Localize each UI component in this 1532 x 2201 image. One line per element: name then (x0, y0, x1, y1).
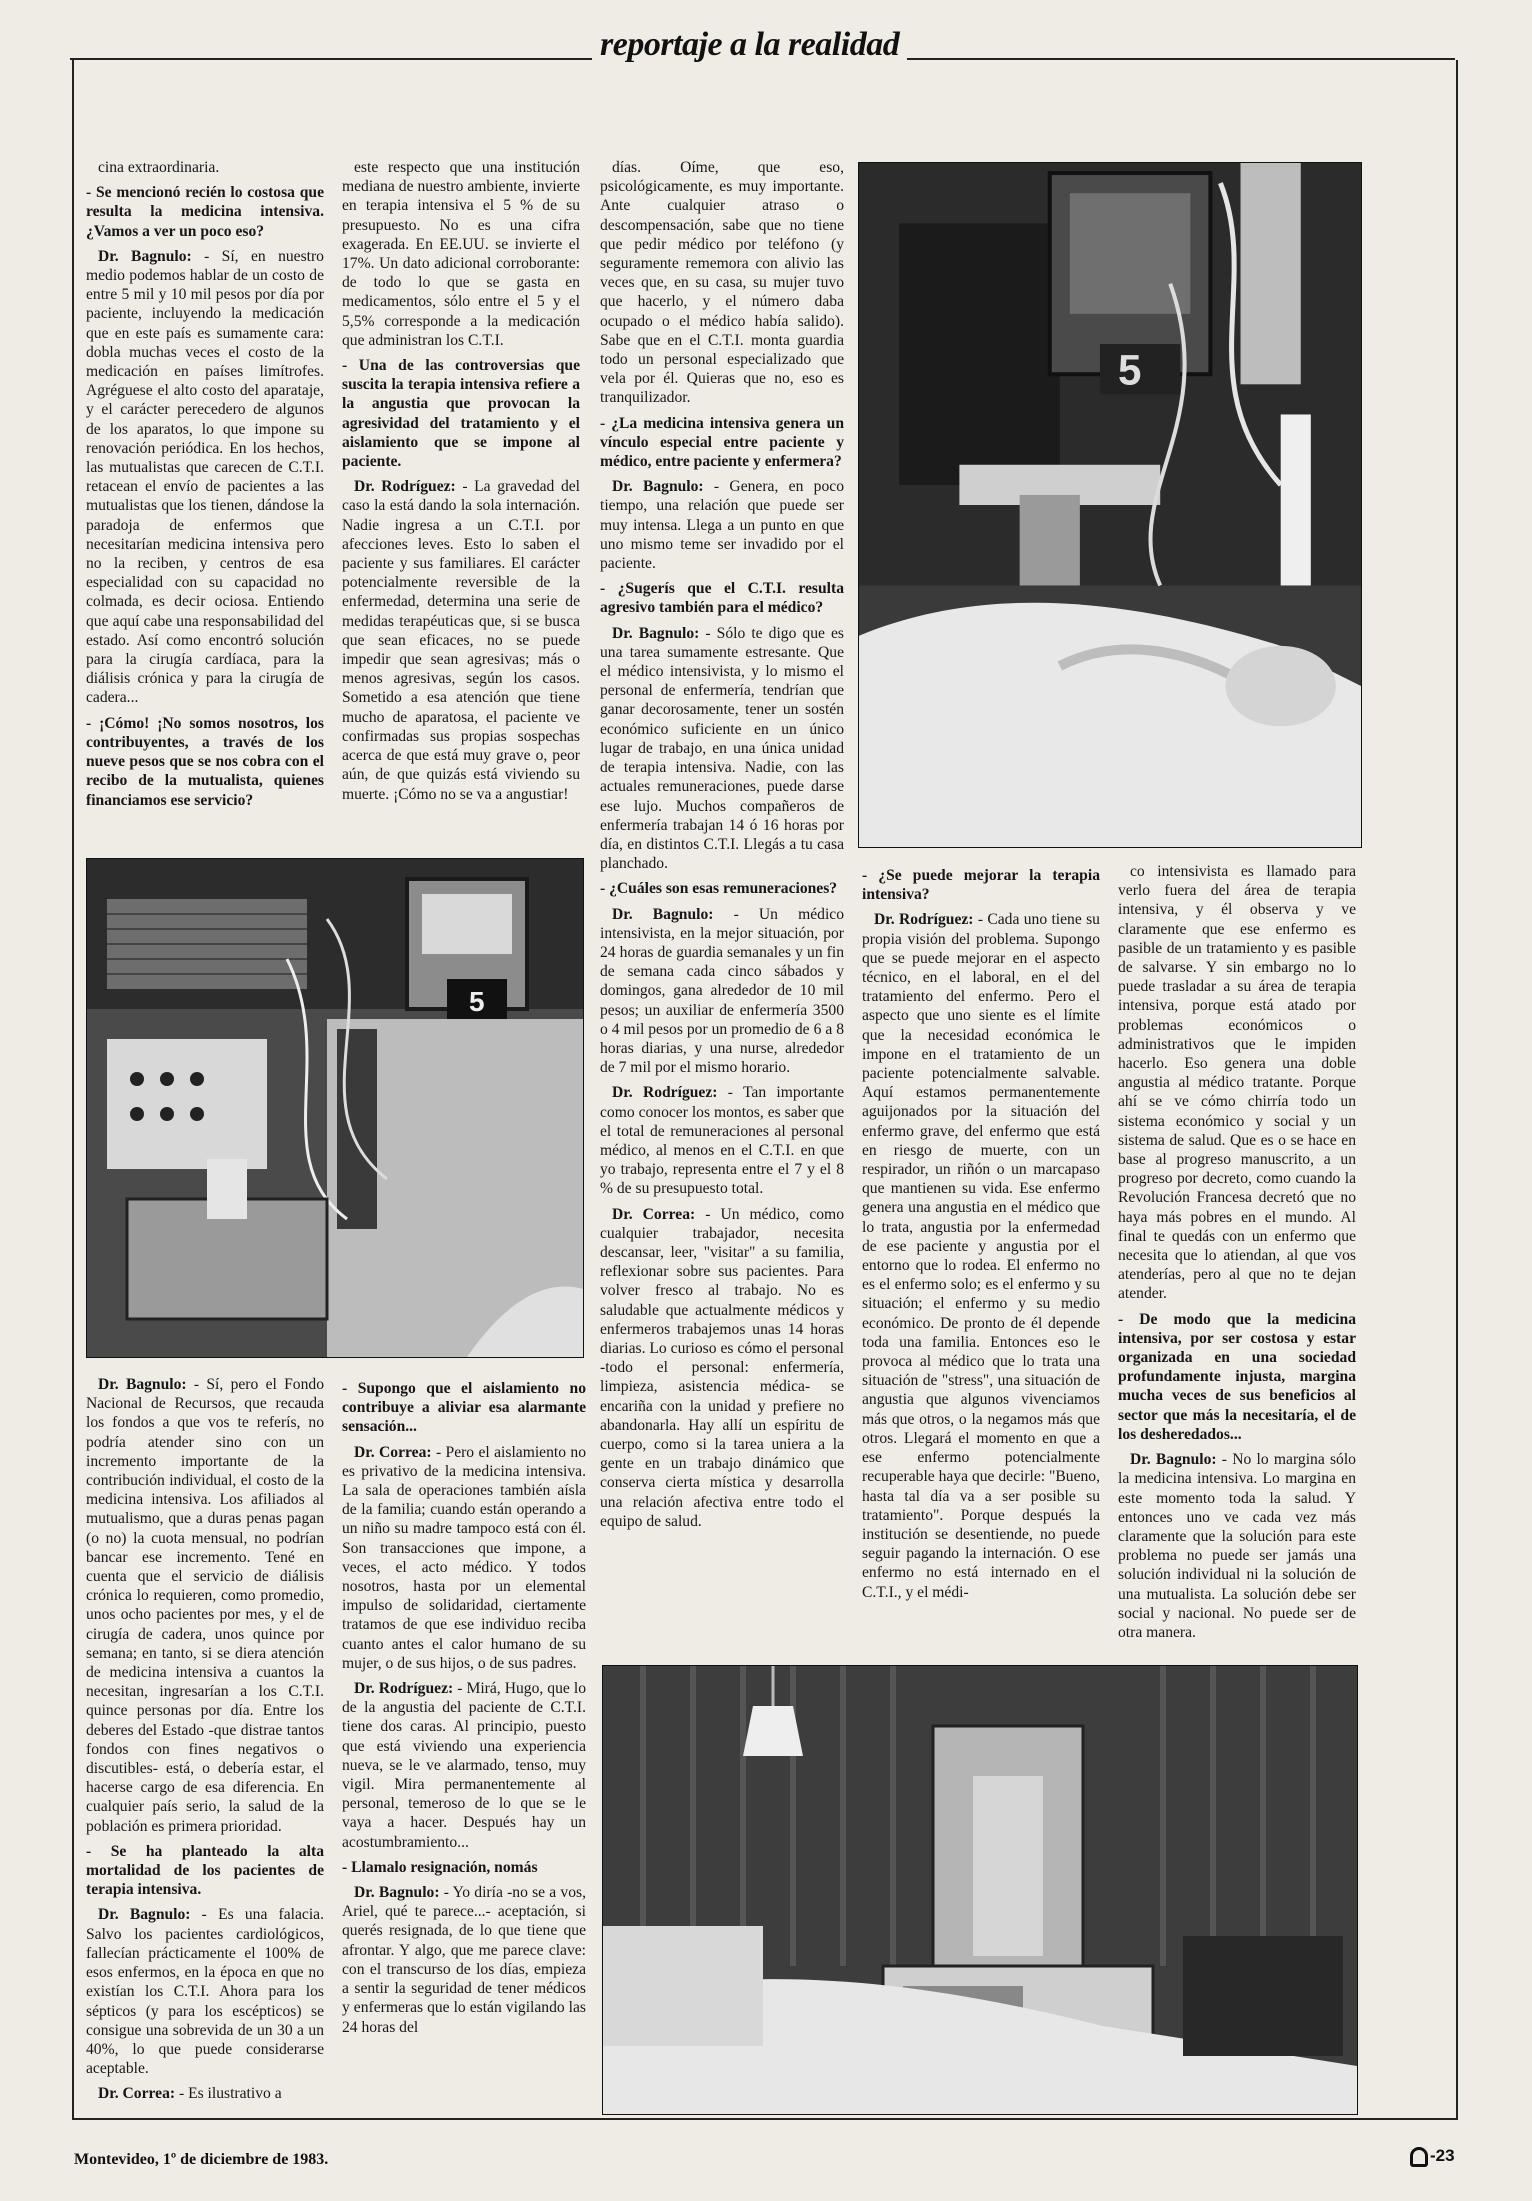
answer-paragraph (600, 477, 844, 573)
speaker-name: Dr. Bagnulo: (98, 247, 192, 265)
answer-paragraph (342, 1443, 586, 1673)
paragraph-text: - Es ilustrativo a (175, 2085, 282, 2103)
photo-icu-monitor-patient (858, 162, 1362, 848)
question-paragraph (342, 1858, 586, 1877)
question-paragraph (600, 879, 844, 898)
speaker-name: Dr. Bagnulo: (1130, 1451, 1217, 1469)
paragraph-text: - No lo margina sólo la medicina intensiva. Lo margina en este momento toda la salud. Y entonces uno ve cada vez más claramente que la solución para este problema no puede ser jamás una solución individual ni la solución de una mutualista. La solución debe ser social y nacional. No puede ser de otra manera. (1118, 1451, 1356, 1641)
answer-paragraph (600, 905, 844, 1078)
paragraph-text: - Se mencionó recién lo costosa que resulta la medicina intensiva. ¿Vamos a ver un poco eso? (86, 184, 324, 240)
column-2 (342, 158, 580, 838)
question-paragraph (342, 1379, 586, 1437)
column-1 (86, 158, 324, 838)
answer-paragraph (86, 1905, 324, 2078)
paragraph-text: - Supongo que el aislamiento no contribuye a aliviar esa alarmante sensación... (342, 1380, 586, 1436)
svg-text:5: 5 (469, 986, 485, 1017)
hospital-room-image (603, 1666, 1357, 2114)
paragraph-text: - ¿Se puede mejorar la terapia intensiva? (862, 867, 1100, 904)
speaker-name: Dr. Bagnulo: (98, 1906, 191, 1924)
answer-paragraph (600, 1205, 844, 1531)
paragraph-text: - De modo que la medicina intensiva, por ser costosa y estar organizada en una sociedad profundamente injusta, margina mucha veces de sus beneficios al sector que más la necesitaría, el de los desheredados... (1118, 1310, 1356, 1443)
column-3 (600, 158, 844, 1658)
speaker-name: Dr. Correa: (612, 1205, 696, 1223)
paragraph-text: - Se ha planteado la alta mortalidad de los pacientes de terapia intensiva. (86, 1842, 324, 1899)
speaker-name: Dr. Bagnulo: (98, 1376, 187, 1393)
answer-paragraph (86, 1375, 324, 1836)
question-paragraph (86, 183, 324, 241)
answer-paragraph (862, 910, 1100, 1601)
speaker-name: Dr. Rodríguez: (354, 1680, 454, 1698)
publication-logo-icon (1410, 2147, 1428, 2167)
paragraph-text: - ¿Cuáles son esas remuneraciones? (600, 880, 838, 898)
speaker-name: Dr. Bagnulo: (612, 624, 700, 642)
speaker-name: Dr. Bagnulo: (612, 905, 714, 923)
speaker-name: Dr. Rodríguez: (874, 911, 974, 929)
answer-paragraph (600, 158, 844, 408)
paragraph-text: - Un médico, como cualquier trabajador, necesita descansar, leer, "visitar" a su familia, reflexionar sobre sus pacientes. Para volver fresco al trabajo. No es saludable que actualmente médicos y enfermeros trabajemos unas 14 horas diarias. Lo curioso es cómo el personal -todo el personal: enfermería, limpieza, asistencia médica- se encariña con la unidad y prefiere no abandonarla. Hay allí un espíritu de cuerpo, como si la tarea uniera a la gente en un trabajo dinámico que conserva cierta mística y desarrolla una relación afectiva entre todo el equipo de salud. (600, 1205, 844, 1530)
answer-paragraph (342, 1883, 586, 2037)
column-7 (342, 1375, 586, 2075)
column-5 (1118, 862, 1356, 1652)
speaker-name: Dr. Correa: (354, 1443, 432, 1461)
photo-icu-equipment (86, 858, 584, 1358)
speaker-name: Dr. Bagnulo: (354, 1884, 440, 1902)
paragraph-text: días. Oíme, que eso, psicológicamente, es muy importante. Ante cualquier atraso o descompensación, sabe que no tiene que pedir médico por teléfono (y seguramente rememora con alivio las veces que, en su casa, su mujer tuvo que hacerlo, y el número daba ocupado o el médico había salido). Sabe que en el C.T.I. monta guardia todo un personal especializado que vela por él. Quieras que no, eso es tranquilizador. (600, 159, 844, 407)
answer-paragraph (1118, 862, 1356, 1304)
column-4 (862, 862, 1100, 1652)
paragraph-text: - Yo diría -no se a vos, Ariel, qué te parece...- aceptación, si querés resignada, de lo que tiene que afrontar. Y algo, que me parece clave: con el transcurso de los días, empieza a sentir la seguridad de tener médicos y enfermeras que lo están vigilando las 24 horas del (342, 1884, 586, 2036)
question-paragraph (86, 1842, 324, 1900)
speaker-name: Dr. Rodríguez: (354, 478, 456, 496)
answer-paragraph (86, 2084, 324, 2103)
paragraph-text: - Es una falacia. Salvo los pacientes cardiológicos, fallecían prácticamente el 100% de esos enfermos, en la época en que no existían los C.T.I. Ahora para los sépticos (y para los escépticos) se consigue una sobrevida de un 30 a un 40%, lo que puede considerarse aceptable. (86, 1906, 324, 2078)
paragraph-text: - ¿La medicina intensiva genera un vínculo especial entre paciente y médico, entre paciente y enfermera? (600, 414, 844, 471)
speaker-name: Dr. Bagnulo: (612, 478, 704, 496)
question-paragraph (600, 414, 844, 472)
paragraph-text: - Genera, en poco tiempo, una relación que puede ser muy intensa. Llega a un punto en que uno mismo teme ser invadido por el paciente. (600, 478, 844, 573)
paragraph-text: - Mirá, Hugo, que lo de la angustia del paciente de C.T.I. tiene dos caras. Al principio, puesto que está viviendo una experiencia nueva, se le ve alarmado, tenso, muy vigil. Mira permanentemente al personal, temeroso de lo que se le vaya a hacer. Después hay un acostumbramiento... (342, 1680, 586, 1851)
paragraph-text: - ¿Sugerís que el C.T.I. resulta agresivo también para el médico? (600, 580, 844, 617)
answer-paragraph (342, 158, 580, 350)
paragraph-text: - Tan importante como conocer los montos, es saber que el total de remuneraciones al personal médico, al menos en el C.T.I. en que yo trabajo, representa entre el 7 y el 8 % de su presupuesto total. (600, 1084, 844, 1198)
column-6 (86, 1375, 324, 2103)
answer-paragraph (600, 1083, 844, 1198)
paragraph-text: - Sí, pero el Fondo Nacional de Recursos, que recauda los fondos a que vos te referís, no podría atender sino con un incremento importante de la contribución individual, el costo de la medicina intensiva. Los afiliados al mutualismo, que a duras penas pagan (o no) la cuota mensual, no podrían bancar ese incremento. Tené en cuenta que el servicio de diálisis crónica lo requieren, como promedio, unos ocho pacientes por mes, y el de cirugía de cadera, unos quince por semana; en tanto, si se diera atención de medicina intensiva a cuantos la necesitan, ingresarían a los C.T.I. quince personas por día. Entre los deberes del Estado -que distrae tantos fondos con fines negativos o discutibles- está, o debería estar, el hacerse cargo de esa diferencia. En cualquier país serio, la salud de la población es primera prioridad. (86, 1376, 324, 1835)
paragraph-text: este respecto que una institución mediana de nuestro ambiente, invierte en terapia intensiva el 5 % de su presupuesto. No es una cifra exagerada. En EE.UU. se invierte el 17%. Un dato adicional corroborante: de todo lo que se gasta en medicamentos, sólo entre el 5 y el 5,5% corresponde a la medicación que administran los C.T.I. (342, 159, 580, 349)
page-number-text: -23 (1430, 2146, 1455, 2165)
question-paragraph (342, 356, 580, 471)
photo-icu-room-bed (602, 1665, 1358, 2115)
page-number (1410, 2146, 1455, 2167)
medical-equipment-image (87, 859, 583, 1357)
svg-text:5: 5 (1118, 346, 1142, 394)
footer-date: Montevideo, 1º de diciembre de 1983. (74, 2151, 329, 2168)
speaker-name: Dr. Correa: (98, 2085, 176, 2103)
answer-paragraph (86, 158, 324, 177)
paragraph-text: - La gravedad del caso la está dando la sola internación. Nadie ingresa a un C.T.I. por afecciones leves. Esto lo saben el paciente y sus familiares. El carácter potencialmente reversible de la enfermedad, determina una serie de medidas terapéuticas que, si se busca que sean eficaces, no se puede impedir que sean agresivas; más o menos agresivas, según los casos. Sometido a esa atención que tiene mucho de aparatosa, el paciente ve confirmadas sus propias sospechas acerca de que está muy grave o, peor aún, de que quizás está viviendo su muerte. ¡Cómo no se va a angustiar! (342, 478, 580, 803)
answer-paragraph (1118, 1450, 1356, 1642)
answer-paragraph (342, 477, 580, 803)
paragraph-text: - ¡Cómo! ¡No somos nosotros, los contribuyentes, a través de los nueve pesos que se nos cobra con el recibo de la mutualista, quienes financiamos ese servicio? (86, 714, 324, 809)
paragraph-text: - Pero el aislamiento no es privativo de la medicina intensiva. La sala de operaciones también aísla de la familia; cuando están operando a un niño su madre tampoco está con él. Son transacciones que impone, a veces, el acto médico. Y todos nosotros, hasta por un elemental impulso de solidaridad, ciertamente tratamos de que ese individuo reciba cuanto antes el calor humano de su mujer, o de sus hijos, o de sus padres. (342, 1443, 586, 1672)
answer-paragraph (600, 624, 844, 874)
question-paragraph (600, 579, 844, 617)
question-paragraph (862, 866, 1100, 904)
paragraph-text: - Llamalo resignación, nomás (342, 1858, 538, 1876)
paragraph-text: co intensivista es llamado para verlo fuera del área de terapia intensiva, y él observa y ve claramente que ese enfermo es pasible de un tratamiento y es pasible de salvarse. Y sin embargo no lo puede trasladar a su área de terapia intensiva, porque está atado por problemas económicos o administrativos que le impiden hacerlo. Eso genera una doble angustia al médico tratante. Porque ahí se ve cómo chirría todo un sistema económico y social y un sistema de salud. Que es o se hace en base al progreso manuscrito, a un progreso por decreto, como cuando la Revolución Francesa decretó que no haya más pobres en el mundo. Al final te quedás con un enfermo que necesita que lo atiendan, al que vos atenderías, pero al que no te dejan atender. (1118, 863, 1356, 1303)
paragraph-text: - Un médico intensivista, en la mejor situación, por 24 horas de guardia semanales y un fin de semana cada cinco sábados y domingos, gana alrededor de 10 mil pesos; un auxiliar de enfermería 3500 o 4 mil pesos por un promedio de 6 a 8 horas diarias, y una nurse, alrededor de 7 mil por el mismo horario. (600, 905, 844, 1077)
paragraph-text: - Cada uno tiene su propia visión del problema. Supongo que se puede mejorar en el aspecto técnico, en el laboral, en el del tratamiento del enfermo. Pero el aspecto que uno siente es el límite que la necesidad económica le impone en el tratamiento de un paciente potencialmente salvable. Aquí estamos permanentemente aguijonados por la situación del enfermo grave, del enfermo que está en riesgo de muerte, con un respirador, un riñón o un marcapaso que mantienen su vida. Ese enfermo genera una angustia en el médico que lo trata, angustia por la enfermedad de ese paciente y angustia por el entorno que lo rodea. El enfermo no es el enfermo solo; es el enfermo y su situación; el enfermo y su medio económico. De pronto de él depende toda una familia. Entonces eso le provoca al médico que lo trata una situación de "stress", una situación de angustia que algunos vivenciamos más que otros, o la negamos más que otros. Llegará el momento en que a ese enfermo potencialmente recuperable haya que decirle: "Bueno, hasta tal día va a ser posible su tratamiento". Porque después la institución se desentiende, no puede seguir pagando la internación. O ese enfermo no está internado en el C.T.I., y el médi- (862, 911, 1100, 1601)
paragraph-text: - Sí, en nuestro medio podemos hablar de un costo de entre 5 mil y 10 mil pesos por día por paciente, incluyendo la medicación que en este país es sumamente cara: dobla muchas veces el costo de la medicación en países limítrofes. Agréguese el alto costo del aparataje, y el carácter perecedero de algunos de los aparatos, lo que impone su renovación periódica. En los hechos, las mutualistas que carecen de C.T.I. retacean el envío de pacientes a las mutualistas que los tienen, dándose la paradoja de enfermos que necesitarían medicina intensiva pero no la reciben, y centros de esa especialidad con su capacidad no colmada, es decir ociosa. Entiendo que aquí cabe una responsabilidad del estado. Así como encontró solución para la cirugía cardíaca, para la diálisis crónica y para la cirugía de cadera... (86, 247, 324, 707)
paragraph-text: - Una de las controversias que suscita la terapia intensiva refiere a la angustia que provocan la agresividad del tratamiento y el aislamiento que se impone al paciente. (342, 357, 580, 471)
speaker-name: Dr. Rodríguez: (612, 1084, 718, 1102)
answer-paragraph (86, 247, 324, 708)
paragraph-text: cina extraordinaria. (98, 159, 220, 176)
icu-bed-monitor-image (859, 163, 1361, 847)
paragraph-text: - Sólo te digo que es una tarea sumamente estresante. Que el médico intensivista, y lo mismo el personal de enfermería, tendrían que ganar decorosamente, tener un sostén económico suficiente en un único lugar de trabajo, en una única unidad de terapia intensiva. Nadie, con las actuales remuneraciones, puede darse ese lujo. Muchos compañeros de enfermería trabajan 14 ó 16 horas por día, en distintos C.T.I. Llegás a tu casa planchado. (600, 624, 844, 873)
question-paragraph (86, 714, 324, 810)
section-title: reportaje a la realidad (592, 26, 907, 64)
question-paragraph (1118, 1310, 1356, 1444)
answer-paragraph (342, 1679, 586, 1852)
